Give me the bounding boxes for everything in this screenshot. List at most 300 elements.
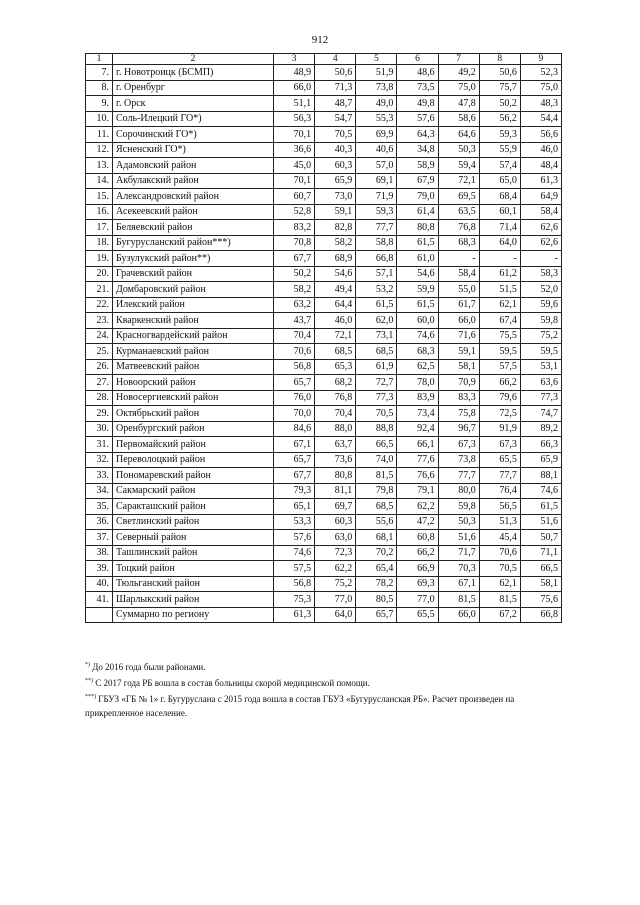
value-cell: 58,6: [438, 111, 479, 127]
value-cell: 36,6: [274, 142, 315, 158]
value-cell: 40,6: [356, 142, 397, 158]
value-cell: 62,0: [356, 313, 397, 329]
value-cell: 66,2: [479, 375, 520, 391]
value-cell: 71,9: [356, 189, 397, 205]
value-cell: 77,7: [356, 220, 397, 236]
value-cell: 50,2: [479, 96, 520, 112]
value-cell: 73,4: [397, 406, 438, 422]
column-header: 8: [479, 54, 520, 65]
territory-name-cell: г. Орск: [113, 96, 274, 112]
value-cell: 70,5: [479, 561, 520, 577]
value-cell: 57,0: [356, 158, 397, 174]
value-cell: 73,8: [438, 452, 479, 468]
row-number-cell: 35.: [86, 499, 113, 515]
value-cell: 79,8: [356, 483, 397, 499]
value-cell: 59,4: [438, 158, 479, 174]
value-cell: 59,6: [520, 297, 561, 313]
value-cell: 74,7: [520, 406, 561, 422]
value-cell: 69,1: [356, 173, 397, 189]
value-cell: 66,2: [397, 545, 438, 561]
value-cell: 61,7: [438, 297, 479, 313]
value-cell: 69,5: [438, 189, 479, 205]
value-cell: 62,6: [520, 220, 561, 236]
value-cell: 66,8: [356, 251, 397, 267]
value-cell: 56,8: [274, 576, 315, 592]
row-number-cell: 39.: [86, 561, 113, 577]
value-cell: -: [520, 251, 561, 267]
value-cell: 58,2: [315, 235, 356, 251]
territory-name-cell: Саракташский район: [113, 499, 274, 515]
value-cell: 70,6: [274, 344, 315, 360]
territory-name-cell: Курманаевский район: [113, 344, 274, 360]
value-cell: 59,3: [479, 127, 520, 143]
value-cell: 73,5: [397, 80, 438, 96]
value-cell: 72,1: [438, 173, 479, 189]
value-cell: 53,1: [520, 359, 561, 375]
value-cell: 84,6: [274, 421, 315, 437]
value-cell: 70,0: [274, 406, 315, 422]
value-cell: 59,9: [397, 282, 438, 298]
value-cell: 62,6: [520, 235, 561, 251]
value-cell: 74,6: [520, 483, 561, 499]
territory-name-cell: Матвеевский район: [113, 359, 274, 375]
row-number-cell: 25.: [86, 344, 113, 360]
value-cell: 50,6: [479, 65, 520, 81]
value-cell: 48,4: [520, 158, 561, 174]
value-cell: 59,8: [520, 313, 561, 329]
table-header-row: [86, 54, 562, 65]
footnote: [85, 690, 565, 720]
value-cell: 73,1: [356, 328, 397, 344]
value-cell: 66,0: [274, 80, 315, 96]
value-cell: 69,9: [356, 127, 397, 143]
value-cell: 57,5: [274, 561, 315, 577]
value-cell: 76,8: [315, 390, 356, 406]
value-cell: 83,9: [397, 390, 438, 406]
value-cell: 77,3: [520, 390, 561, 406]
column-header: 7: [438, 54, 479, 65]
value-cell: 78,2: [356, 576, 397, 592]
value-cell: 47,8: [438, 96, 479, 112]
row-number-cell: 13.: [86, 158, 113, 174]
value-cell: 68,4: [479, 189, 520, 205]
value-cell: 51,1: [274, 96, 315, 112]
territory-name-cell: Александровский район: [113, 189, 274, 205]
value-cell: 66,0: [438, 607, 479, 623]
value-cell: 63,2: [274, 297, 315, 313]
table-row: [86, 266, 562, 282]
row-number-cell: [86, 607, 113, 623]
row-number-cell: 10.: [86, 111, 113, 127]
value-cell: 88,8: [356, 421, 397, 437]
value-cell: 76,0: [274, 390, 315, 406]
value-cell: 56,3: [274, 111, 315, 127]
value-cell: 62,5: [397, 359, 438, 375]
territory-name-cell: Адамовский район: [113, 158, 274, 174]
value-cell: 50,7: [520, 530, 561, 546]
value-cell: 45,4: [479, 530, 520, 546]
table-row: [86, 65, 562, 81]
column-header: 9: [520, 54, 561, 65]
territory-name-cell: Бузулукский район**): [113, 251, 274, 267]
row-number-cell: 38.: [86, 545, 113, 561]
footnote: [85, 658, 565, 674]
row-number-cell: 14.: [86, 173, 113, 189]
territory-name-cell: Переволоцкий район: [113, 452, 274, 468]
value-cell: 76,6: [397, 468, 438, 484]
value-cell: 72,3: [315, 545, 356, 561]
value-cell: 67,7: [274, 468, 315, 484]
value-cell: 64,0: [315, 607, 356, 623]
value-cell: 66,9: [397, 561, 438, 577]
row-number-cell: 30.: [86, 421, 113, 437]
table-row: [86, 437, 562, 453]
table-row: [86, 173, 562, 189]
table-row: [86, 158, 562, 174]
table-row: [86, 127, 562, 143]
value-cell: 49,8: [397, 96, 438, 112]
value-cell: 67,9: [397, 173, 438, 189]
value-cell: 71,6: [438, 328, 479, 344]
column-header: 4: [315, 54, 356, 65]
value-cell: 66,0: [438, 313, 479, 329]
table-row: [86, 282, 562, 298]
territory-name-cell: Сорочинский ГО*): [113, 127, 274, 143]
footnote-mark: ***): [85, 694, 96, 700]
row-number-cell: 7.: [86, 65, 113, 81]
value-cell: 46,0: [315, 313, 356, 329]
value-cell: 55,9: [479, 142, 520, 158]
value-cell: 48,3: [520, 96, 561, 112]
page-number: 912: [311, 34, 329, 46]
value-cell: 61,4: [397, 204, 438, 220]
table-row: [86, 220, 562, 236]
value-cell: 72,7: [356, 375, 397, 391]
value-cell: 74,6: [397, 328, 438, 344]
row-number-cell: 31.: [86, 437, 113, 453]
table-row: [86, 359, 562, 375]
territory-name-cell: Ясненский ГО*): [113, 142, 274, 158]
footnote: [85, 674, 565, 690]
value-cell: 66,3: [520, 437, 561, 453]
value-cell: 81,5: [356, 468, 397, 484]
value-cell: 61,5: [397, 297, 438, 313]
table-row: [86, 251, 562, 267]
territory-name-cell: Тоцкий район: [113, 561, 274, 577]
value-cell: 54,4: [520, 111, 561, 127]
value-cell: 70,1: [274, 127, 315, 143]
territory-name-cell: г. Новотроицк (БСМП): [113, 65, 274, 81]
value-cell: 61,2: [479, 266, 520, 282]
value-cell: 78,0: [397, 375, 438, 391]
value-cell: 62,1: [479, 576, 520, 592]
value-cell: 61,3: [274, 607, 315, 623]
value-cell: 65,9: [520, 452, 561, 468]
statistics-table: [85, 53, 562, 623]
value-cell: 64,4: [315, 297, 356, 313]
value-cell: 63,0: [315, 530, 356, 546]
value-cell: 48,9: [274, 65, 315, 81]
value-cell: -: [438, 251, 479, 267]
value-cell: 68,2: [315, 375, 356, 391]
territory-name-cell: Пономаревский район: [113, 468, 274, 484]
table-row: [86, 499, 562, 515]
value-cell: 68,5: [356, 499, 397, 515]
table-row: [86, 96, 562, 112]
value-cell: 75,8: [438, 406, 479, 422]
value-cell: 49,4: [315, 282, 356, 298]
value-cell: 69,7: [315, 499, 356, 515]
value-cell: 61,9: [356, 359, 397, 375]
value-cell: 80,8: [397, 220, 438, 236]
territory-name-cell: Асекеевский район: [113, 204, 274, 220]
table-row: [86, 189, 562, 205]
column-header: 5: [356, 54, 397, 65]
value-cell: 75,7: [479, 80, 520, 96]
value-cell: 75,2: [520, 328, 561, 344]
value-cell: 34,8: [397, 142, 438, 158]
row-number-cell: 36.: [86, 514, 113, 530]
value-cell: 75,2: [315, 576, 356, 592]
table-row: [86, 142, 562, 158]
row-number-cell: 8.: [86, 80, 113, 96]
value-cell: 71,3: [315, 80, 356, 96]
footnote-text: До 2016 года были районами.: [90, 662, 206, 672]
column-header: 3: [274, 54, 315, 65]
value-cell: 70,5: [315, 127, 356, 143]
table-row: [86, 344, 562, 360]
table-row: [86, 530, 562, 546]
value-cell: 89,2: [520, 421, 561, 437]
value-cell: 76,4: [479, 483, 520, 499]
value-cell: 56,2: [479, 111, 520, 127]
value-cell: 56,5: [479, 499, 520, 515]
column-header: 6: [397, 54, 438, 65]
value-cell: 77,7: [479, 468, 520, 484]
value-cell: 60,1: [479, 204, 520, 220]
value-cell: 49,2: [438, 65, 479, 81]
value-cell: 58,1: [520, 576, 561, 592]
territory-name-cell: Бугурусланский район***): [113, 235, 274, 251]
value-cell: 58,8: [356, 235, 397, 251]
row-number-cell: 16.: [86, 204, 113, 220]
row-number-cell: 28.: [86, 390, 113, 406]
footnote-text: ГБУЗ «ГБ № 1» г. Бугуруслана с 2015 года вошла в состав ГБУЗ «Бугурусланская РБ». Расчет произведен на прикрепленное население.: [85, 694, 515, 718]
value-cell: 80,8: [315, 468, 356, 484]
value-cell: 66,5: [356, 437, 397, 453]
table-row: [86, 328, 562, 344]
value-cell: 70,5: [356, 406, 397, 422]
total-row: [86, 607, 562, 623]
value-cell: 68,5: [356, 344, 397, 360]
value-cell: 79,3: [274, 483, 315, 499]
table-row: [86, 313, 562, 329]
value-cell: 70,3: [438, 561, 479, 577]
row-number-cell: 32.: [86, 452, 113, 468]
footnote-mark: *): [85, 662, 90, 668]
value-cell: 59,1: [315, 204, 356, 220]
value-cell: 50,3: [438, 514, 479, 530]
value-cell: 76,8: [438, 220, 479, 236]
value-cell: 65,7: [356, 607, 397, 623]
value-cell: 66,1: [397, 437, 438, 453]
row-number-cell: 22.: [86, 297, 113, 313]
value-cell: 75,3: [274, 592, 315, 608]
row-number-cell: 41.: [86, 592, 113, 608]
value-cell: 68,5: [315, 344, 356, 360]
row-number-cell: 21.: [86, 282, 113, 298]
table-row: [86, 406, 562, 422]
territory-name-cell: Соль-Илецкий ГО*): [113, 111, 274, 127]
value-cell: 70,8: [274, 235, 315, 251]
value-cell: 70,9: [438, 375, 479, 391]
table-row: [86, 592, 562, 608]
value-cell: 68,3: [438, 235, 479, 251]
footnotes: [85, 658, 565, 720]
value-cell: 60,0: [397, 313, 438, 329]
row-number-cell: 19.: [86, 251, 113, 267]
value-cell: 79,1: [397, 483, 438, 499]
value-cell: 61,5: [397, 235, 438, 251]
value-cell: 49,0: [356, 96, 397, 112]
value-cell: 65,0: [479, 173, 520, 189]
table-row: [86, 514, 562, 530]
value-cell: 73,0: [315, 189, 356, 205]
territory-name-cell: Новосергиевский район: [113, 390, 274, 406]
value-cell: 68,3: [397, 344, 438, 360]
territory-name-cell: Илекский район: [113, 297, 274, 313]
value-cell: 75,6: [520, 592, 561, 608]
value-cell: 59,3: [356, 204, 397, 220]
value-cell: 77,7: [438, 468, 479, 484]
value-cell: 65,5: [479, 452, 520, 468]
territory-name-cell: Ташлинский район: [113, 545, 274, 561]
table-row: [86, 235, 562, 251]
value-cell: 55,0: [438, 282, 479, 298]
table-row: [86, 545, 562, 561]
value-cell: 81,5: [438, 592, 479, 608]
value-cell: 58,3: [520, 266, 561, 282]
value-cell: 58,1: [438, 359, 479, 375]
value-cell: 70,4: [315, 406, 356, 422]
territory-name-cell: Новоорский район: [113, 375, 274, 391]
value-cell: 57,4: [479, 158, 520, 174]
value-cell: 72,1: [315, 328, 356, 344]
value-cell: 75,5: [479, 328, 520, 344]
row-number-cell: 40.: [86, 576, 113, 592]
value-cell: 59,8: [438, 499, 479, 515]
value-cell: 71,7: [438, 545, 479, 561]
value-cell: 61,0: [397, 251, 438, 267]
territory-name-cell: Грачевский район: [113, 266, 274, 282]
territory-name-cell: Шарлыкский район: [113, 592, 274, 608]
value-cell: 47,2: [397, 514, 438, 530]
value-cell: 51,3: [479, 514, 520, 530]
table-row: [86, 204, 562, 220]
value-cell: 81,1: [315, 483, 356, 499]
value-cell: 64,6: [438, 127, 479, 143]
value-cell: 75,0: [520, 80, 561, 96]
table-row: [86, 375, 562, 391]
value-cell: 58,4: [438, 266, 479, 282]
table-row: [86, 111, 562, 127]
table-row: [86, 576, 562, 592]
value-cell: 67,7: [274, 251, 315, 267]
value-cell: 55,6: [356, 514, 397, 530]
value-cell: 61,3: [520, 173, 561, 189]
value-cell: 55,3: [356, 111, 397, 127]
value-cell: 51,6: [438, 530, 479, 546]
value-cell: 45,0: [274, 158, 315, 174]
row-number-cell: 9.: [86, 96, 113, 112]
value-cell: 66,5: [520, 561, 561, 577]
territory-name-cell: Беляевский район: [113, 220, 274, 236]
territory-name-cell: г. Оренбург: [113, 80, 274, 96]
footnote-text: С 2017 года РБ вошла в состав больницы скорой медицинской помощи.: [93, 678, 370, 688]
territory-name-cell: Акбулакский район: [113, 173, 274, 189]
table-row: [86, 297, 562, 313]
table-row: [86, 80, 562, 96]
value-cell: 63,6: [520, 375, 561, 391]
value-cell: 61,5: [356, 297, 397, 313]
value-cell: 67,3: [438, 437, 479, 453]
value-cell: 75,0: [438, 80, 479, 96]
value-cell: 54,7: [315, 111, 356, 127]
value-cell: 67,1: [274, 437, 315, 453]
value-cell: 65,3: [315, 359, 356, 375]
table-row: [86, 390, 562, 406]
value-cell: 65,9: [315, 173, 356, 189]
column-header: 2: [113, 54, 274, 65]
value-cell: 81,5: [479, 592, 520, 608]
table-row: [86, 483, 562, 499]
value-cell: 62,1: [479, 297, 520, 313]
footnote-mark: **): [85, 678, 93, 684]
row-number-cell: 17.: [86, 220, 113, 236]
value-cell: 71,1: [520, 545, 561, 561]
value-cell: 62,2: [315, 561, 356, 577]
value-cell: 43,7: [274, 313, 315, 329]
value-cell: 52,3: [520, 65, 561, 81]
value-cell: 70,6: [479, 545, 520, 561]
value-cell: 67,1: [438, 576, 479, 592]
value-cell: 56,6: [520, 127, 561, 143]
value-cell: 53,3: [274, 514, 315, 530]
value-cell: 40,3: [315, 142, 356, 158]
territory-name-cell: Суммарно по региону: [113, 607, 274, 623]
value-cell: 67,3: [479, 437, 520, 453]
row-number-cell: 26.: [86, 359, 113, 375]
value-cell: 77,0: [397, 592, 438, 608]
value-cell: -: [479, 251, 520, 267]
value-cell: 63,7: [315, 437, 356, 453]
row-number-cell: 11.: [86, 127, 113, 143]
territory-name-cell: Кваркенский район: [113, 313, 274, 329]
value-cell: 57,6: [274, 530, 315, 546]
value-cell: 77,3: [356, 390, 397, 406]
value-cell: 88,0: [315, 421, 356, 437]
value-cell: 54,6: [315, 266, 356, 282]
value-cell: 54,6: [397, 266, 438, 282]
value-cell: 59,1: [438, 344, 479, 360]
value-cell: 57,1: [356, 266, 397, 282]
value-cell: 51,9: [356, 65, 397, 81]
value-cell: 50,3: [438, 142, 479, 158]
territory-name-cell: Домбаровский район: [113, 282, 274, 298]
value-cell: 70,2: [356, 545, 397, 561]
row-number-cell: 18.: [86, 235, 113, 251]
value-cell: 52,8: [274, 204, 315, 220]
